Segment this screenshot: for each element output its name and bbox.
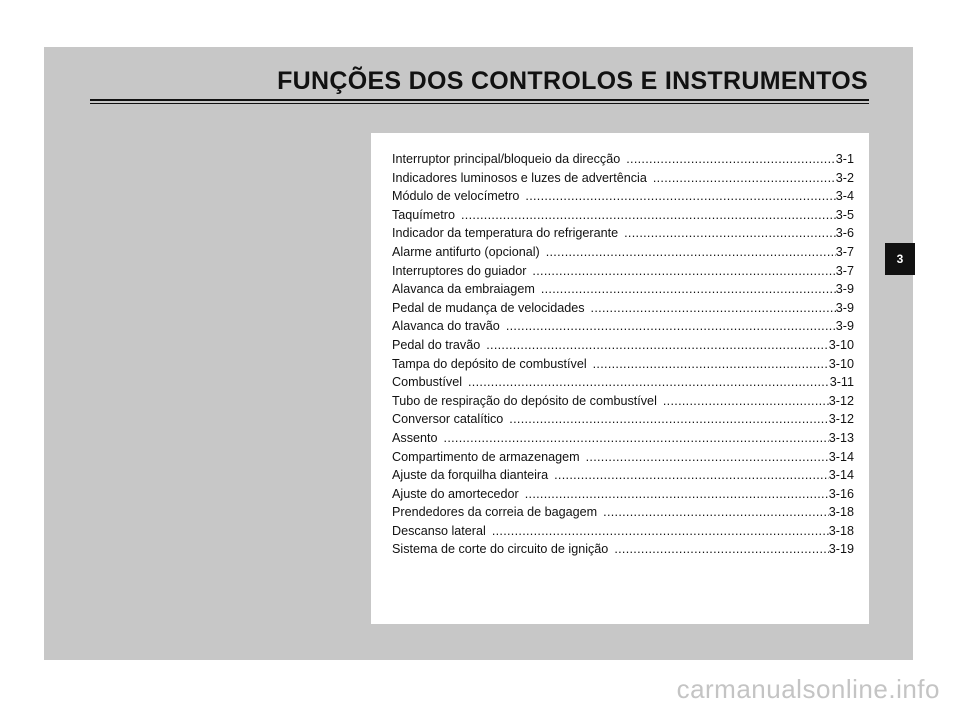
toc-entry[interactable] [392, 394, 854, 413]
toc-entry-label: Pedal de mudança de velocidades [392, 300, 585, 315]
toc-dot-leader [532, 264, 835, 278]
toc-dot-leader [541, 282, 836, 296]
toc-dot-leader [624, 226, 836, 240]
toc-entry-page: 3-16 [828, 486, 854, 501]
toc-dot-leader [591, 301, 836, 315]
toc-entry-page: 3-7 [835, 263, 854, 278]
toc-entry-page: 3-14 [828, 449, 854, 464]
toc-entry-page: 3-13 [828, 430, 854, 445]
toc-entry[interactable] [392, 487, 854, 506]
toc-entry[interactable] [392, 319, 854, 338]
toc-entry-page: 3-5 [835, 207, 854, 222]
title-rule-thin [90, 103, 869, 104]
toc-entry[interactable] [392, 226, 854, 245]
toc-dot-leader [506, 319, 836, 333]
toc-entry[interactable] [392, 505, 854, 524]
toc-entry-page: 3-12 [828, 412, 854, 427]
toc-entry-label: Alavanca do travão [392, 319, 500, 334]
toc-entry-page: 3-4 [835, 189, 854, 204]
toc-entry-label: Pedal do travão [392, 337, 481, 352]
toc-entry[interactable] [392, 357, 854, 376]
toc-entry-label: Interruptor principal/bloqueio da direcção [392, 152, 621, 166]
toc-dot-leader [626, 152, 836, 166]
toc-entry-page: 3-9 [835, 300, 854, 315]
toc-entry-label: Módulo de velocímetro [392, 189, 520, 204]
toc-entry-label: Interruptores do guiador [392, 263, 527, 278]
toc-entry-label: Tubo de respiração do depósito de combustível [392, 393, 657, 408]
toc-entry-label: Indicador da temperatura do refrigerante [392, 226, 619, 241]
toc-entry[interactable] [392, 412, 854, 431]
toc-entry-label: Alavanca da embraiagem [392, 282, 535, 297]
toc-entry-label: Ajuste do amortecedor [392, 486, 519, 501]
toc-entry-label: Sistema de corte do circuito de ignição [392, 542, 609, 557]
toc-dot-leader [525, 189, 835, 203]
toc-entry[interactable] [392, 338, 854, 357]
toc-dot-leader [554, 468, 829, 482]
toc-entry-label: Ajuste da forquilha dianteira [392, 468, 549, 483]
toc-dot-leader [444, 431, 829, 445]
toc-entry[interactable] [392, 189, 854, 208]
toc-entry[interactable] [392, 468, 854, 487]
toc-entry-label: Prendedores da correia de bagagem [392, 505, 598, 520]
chapter-tab[interactable]: 3 [885, 243, 915, 275]
toc-entry[interactable] [392, 431, 854, 450]
toc-entry-page: 3-11 [829, 375, 854, 390]
toc-entry-label: Tampa do depósito de combustível [392, 356, 587, 371]
toc-entry-page: 3-19 [828, 542, 854, 557]
toc-list [392, 152, 854, 561]
toc-entry[interactable] [392, 171, 854, 190]
toc-dot-leader [653, 171, 836, 185]
toc-dot-leader [461, 208, 836, 222]
toc-entry[interactable] [392, 245, 854, 264]
toc-entry-page: 3-6 [835, 226, 854, 241]
toc-entry[interactable] [392, 524, 854, 543]
toc-dot-leader [593, 357, 829, 371]
toc-entry-label: Alarme antifurto (opcional) [392, 244, 540, 259]
manual-page [44, 47, 913, 660]
toc-entry[interactable] [392, 264, 854, 283]
toc-entry-page: 3-14 [828, 468, 854, 483]
toc-entry-label: Indicadores luminosos e luzes de advertência [392, 170, 647, 185]
toc-entry-label: Compartimento de armazenagem [392, 449, 580, 464]
table-of-contents [371, 133, 869, 624]
toc-entry-label: Combustível [392, 375, 462, 390]
toc-dot-leader [603, 505, 829, 519]
toc-entry-page: 3-10 [828, 337, 854, 352]
toc-dot-leader [509, 412, 828, 426]
toc-dot-leader [468, 375, 830, 389]
toc-entry-page: 3-9 [835, 319, 854, 334]
page-title: FUNÇÕES DOS CONTROLOS E INSTRUMENTOS [277, 67, 868, 95]
toc-entry[interactable] [392, 542, 854, 561]
toc-dot-leader [663, 394, 829, 408]
toc-entry-page: 3-1 [835, 152, 854, 166]
toc-entry-label: Taquímetro [392, 207, 455, 222]
toc-entry-page: 3-9 [835, 282, 854, 297]
title-rule-thick [90, 99, 869, 101]
toc-entry[interactable] [392, 450, 854, 469]
toc-entry-label: Descanso lateral [392, 523, 486, 538]
toc-dot-leader [614, 542, 828, 556]
toc-entry-page: 3-18 [828, 505, 854, 520]
watermark: carmanualsonline.info [676, 674, 940, 704]
toc-entry[interactable] [392, 152, 854, 171]
toc-entry[interactable] [392, 282, 854, 301]
toc-dot-leader [586, 450, 829, 464]
toc-entry[interactable] [392, 375, 854, 394]
toc-entry-page: 3-2 [835, 170, 854, 185]
toc-entry-label: Conversor catalítico [392, 412, 504, 427]
toc-entry-page: 3-12 [828, 393, 854, 408]
toc-entry-page: 3-10 [828, 356, 854, 371]
toc-dot-leader [492, 524, 829, 538]
toc-dot-leader [486, 338, 829, 352]
toc-entry[interactable] [392, 301, 854, 320]
toc-entry[interactable] [392, 208, 854, 227]
toc-entry-label: Assento [392, 430, 438, 445]
toc-entry-page: 3-7 [835, 244, 854, 259]
toc-dot-leader [546, 245, 836, 259]
toc-entry-page: 3-18 [828, 523, 854, 538]
toc-dot-leader [525, 487, 829, 501]
